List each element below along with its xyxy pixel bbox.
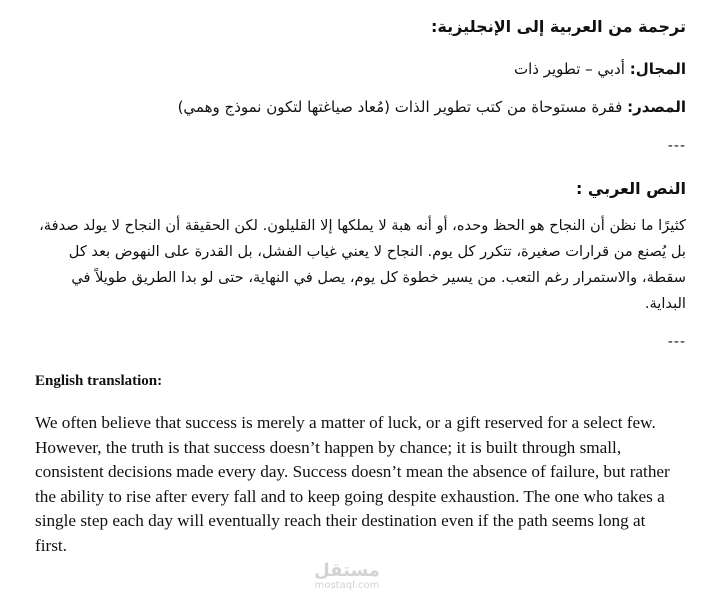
- source-label: المصدر:: [627, 98, 686, 116]
- watermark-arabic: مستقل: [314, 560, 380, 581]
- arabic-text-heading: النص العربي :: [575, 179, 686, 198]
- arabic-paragraph: كثيرًا ما نظن أن النجاح هو الحظ وحده، أو أنه هبة لا يملكها إلا القليلون. لكن الحقيقة أن النجاح لا يولد صدفة، بل يُصنع من قرارات صغيرة، تتكرر كل يوم. النجاح لا يعني غياب الفشل، بل القدرة على النهوض بعد كل سقطة، والاستمرار رغم التعب. من يسير خطوة كل يوم، يصل في النهاية، حتى لو بدا الطريق طويلاً في البداية.: [39, 217, 686, 312]
- field-value: أدبي – تطوير ذات: [513, 60, 630, 78]
- watermark-logo: [312, 562, 382, 592]
- english-paragraph: We often believe that success is merely a matter of luck, or a gift reserved for a select few. However, the truth is that success doesn’t happen by chance; it is built through small, consistent decisions made every day. Success doesn’t mean the absence of failure, but rather the ability to rise after every fall and to keep going despite exhaustion. The one who takes a single step each day will eventually reach their destination even if the path seems long at first.: [35, 413, 670, 555]
- separator: ---: [667, 138, 686, 154]
- field-label: المجال:: [629, 60, 686, 78]
- watermark-latin: mostaql.com: [314, 580, 380, 591]
- document-heading: ترجمة من العربية إلى الإنجليزية:: [431, 17, 686, 36]
- separator: ---: [667, 334, 686, 350]
- source-line: [30, 96, 686, 118]
- source-value: فقرة مستوحاة من كتب تطوير الذات (مُعاد صياغتها لتكون نموذج وهمي): [177, 98, 628, 116]
- field-line: [30, 58, 686, 80]
- english-heading: English translation:: [35, 373, 163, 389]
